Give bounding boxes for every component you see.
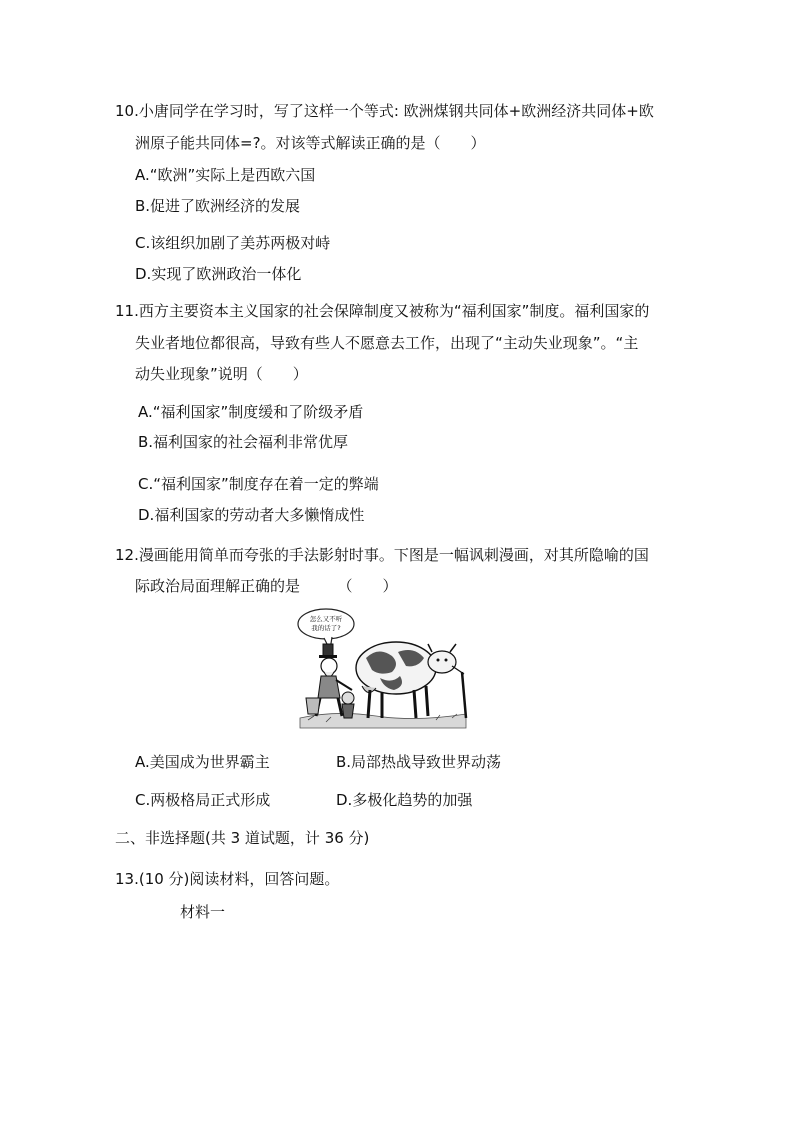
q10-stem-line2: 洲原子能共同体=?。对该等式解读正确的是（ ） — [135, 134, 486, 152]
q11-stem-line1: 11.西方主要资本主义国家的社会保障制度又被称为“福利国家”制度。福利国家的 — [115, 302, 650, 320]
q10-option-b: B.促进了欧洲经济的发展 — [135, 197, 301, 215]
q11-stem-line2: 失业者地位都很高，导致有些人不愿意去工作，出现了“主动失业现象”。“主 — [135, 334, 639, 352]
satire-cartoon-image — [296, 606, 472, 730]
q13-stem: 13.(10 分)阅读材料，回答问题。 — [115, 870, 340, 888]
q13-material-label: 材料一 — [180, 903, 226, 921]
svg-text:我的话了?: 我的话了? — [311, 624, 341, 632]
q10-option-a: A.“欧洲”实际上是西欧六国 — [135, 166, 316, 184]
q12-stem-line2: 际政治局面理解正确的是 （ ） — [135, 577, 398, 595]
q12-option-b: B.局部热战导致世界动荡 — [336, 753, 502, 771]
cartoon-caption: 怎么又不听 — [309, 615, 343, 623]
section2-heading: 二、非选择题(共 3 道试题，计 36 分) — [115, 829, 370, 847]
q12-option-d: D.多极化趋势的加强 — [336, 791, 473, 809]
q12-option-c: C.两极格局正式形成 — [135, 791, 271, 809]
q11-option-a: A.“福利国家”制度缓和了阶级矛盾 — [138, 403, 364, 421]
q12-stem-line1: 12.漫画能用简单而夸张的手法影射时事。下图是一幅讽刺漫画，对其所隐喻的国 — [115, 546, 649, 564]
q11-option-c: C.“福利国家”制度存在着一定的弊端 — [138, 475, 379, 493]
q11-stem-line3: 动失业现象”说明（ ） — [135, 365, 308, 383]
q12-option-a: A.美国成为世界霸主 — [135, 753, 270, 771]
q10-stem-line1: 10.小唐同学在学习时，写了这样一个等式: 欧洲煤钢共同体+欧洲经济共同体+欧 — [115, 102, 654, 120]
q10-option-d: D.实现了欧洲政治一体化 — [135, 265, 302, 283]
q10-option-c: C.该组织加剧了美苏两极对峙 — [135, 234, 331, 252]
q11-option-d: D.福利国家的劳动者大多懒惰成性 — [138, 506, 365, 524]
q11-option-b: B.福利国家的社会福利非常优厚 — [138, 433, 349, 451]
